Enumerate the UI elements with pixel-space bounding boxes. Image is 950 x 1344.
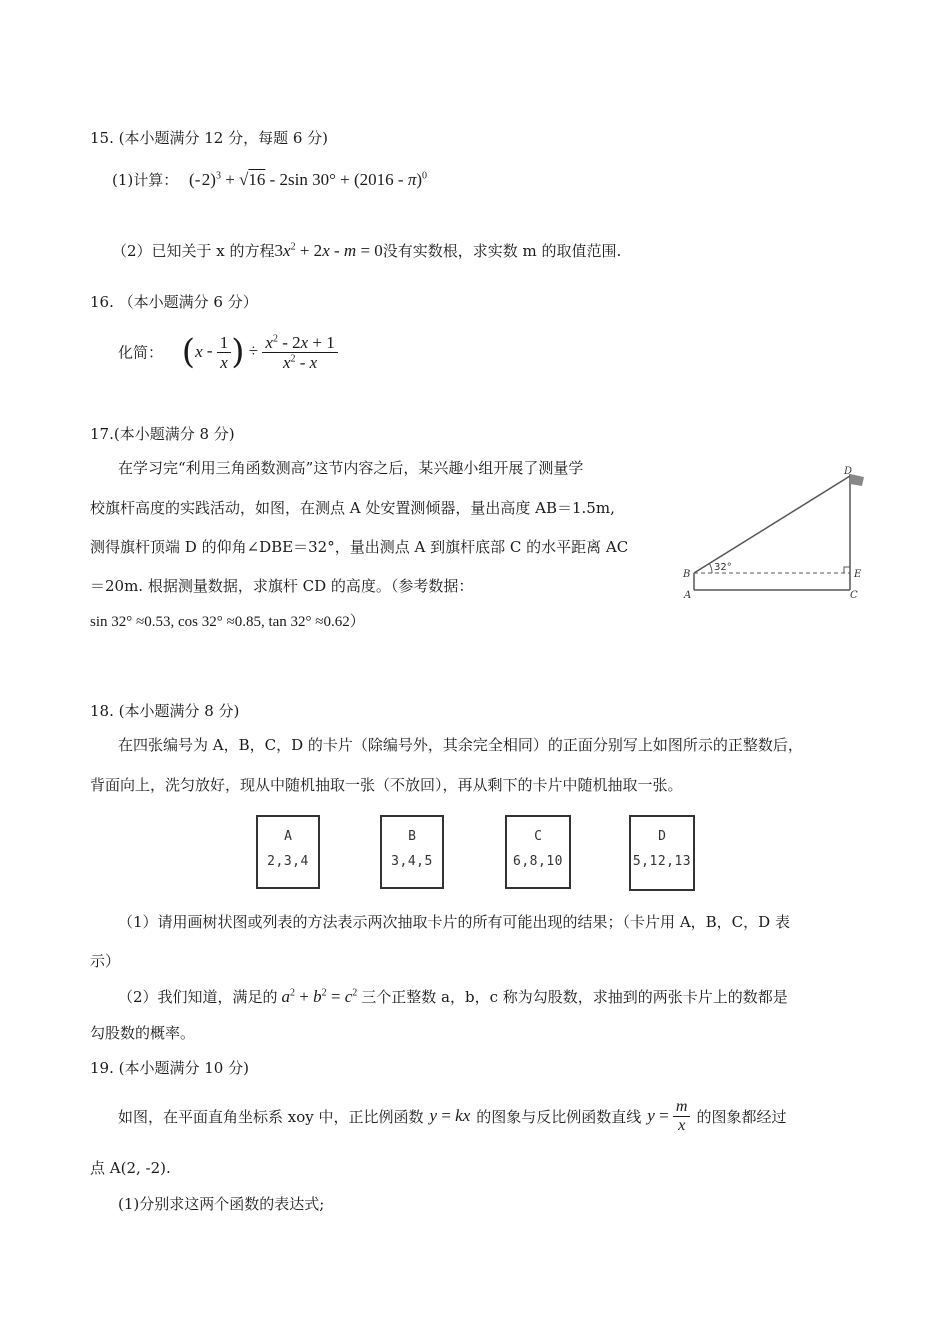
angle-label: 32° <box>714 562 732 573</box>
q19-part1: (1)分别求这两个函数的表达式; <box>118 1195 325 1213</box>
card-c-values: 6,8,10 <box>513 854 563 869</box>
q18-intro-2: 背面向上，洗匀放好，现从中随机抽取一张（不放回），再从剩下的卡片中随机抽取一张。 <box>90 776 683 794</box>
q19-intro <box>118 1098 786 1135</box>
q15-part1-expression: (- 2)$^3$ + √16 - 2sin 30° + (2016 - π)$^0$ <box>189 170 428 189</box>
q18-intro-1: 在四张编号为 A，B，C，D 的卡片（除编号外，其余完全相同）的正面分别写上如图所示的正整数后， <box>118 736 803 754</box>
q18-part2-line-2: 勾股数的概率。 <box>90 1024 196 1042</box>
q15-header: 15. (本小题满分 12 分，每题 6 分) <box>90 129 329 147</box>
card-b <box>380 815 444 889</box>
label-d: D <box>844 466 853 477</box>
q18-part1-line-1: （1）请用画树状图或列表的方法表示两次抽取卡片的所有可能出现的结果；（卡片用 A，B，C，D 表 <box>118 913 790 931</box>
card-a-values: 2,3,4 <box>267 854 309 869</box>
card-d-values: 5,12,13 <box>632 854 692 869</box>
q18-part2-suffix: 三个正整数 a，b，c 称为勾股数，求抽到的两张卡片上的数都是 <box>361 988 788 1006</box>
card-c <box>505 815 571 889</box>
label-b: B <box>683 569 691 580</box>
q16-label: 化简： <box>118 343 164 362</box>
q15-part1 <box>112 170 427 190</box>
label-a: A <box>684 590 692 600</box>
q18-part2-prefix: （2）我们知道，满足的 <box>118 988 278 1006</box>
q17-line-3: 测得旗杆顶端 D 的仰角∠DBE＝32°，量出测点 A 到旗杆底部 C 的水平距离 AC <box>90 538 629 556</box>
q17-line-4: ＝20m. 根据测量数据，求旗杆 CD 的高度。（参考数据： <box>90 577 474 595</box>
q16-expression: (x - $\frac{1}{x}$ ) ÷ $\frac{x^2 - 2x + 1}{x^2 - x}$ <box>182 341 338 360</box>
label-c: C <box>850 590 858 600</box>
inverse-proportion-function: y = $\frac{m}{x}$ <box>647 1105 690 1124</box>
q19-header: 19. (本小题满分 10 分) <box>90 1059 249 1077</box>
card-d-label: D <box>658 829 666 844</box>
sight-line-bd <box>694 476 850 573</box>
q16-header: 16. （本小题满分 6 分） <box>90 293 258 311</box>
q19-intro-b: 的图象都经过 <box>696 1107 787 1126</box>
q18-header: 18. (本小题满分 8 分) <box>90 702 240 720</box>
card-b-label: B <box>408 829 416 844</box>
q15-part2-prefix: （2）已知关于 x 的方程 <box>112 242 275 260</box>
q19-intro-mid: 的图象与反比例函数直线 <box>476 1107 642 1126</box>
right-angle-mark <box>844 567 850 573</box>
card-b-values: 3,4,5 <box>391 854 433 869</box>
q15-part2 <box>112 241 621 261</box>
q15-equation: $3x^2 + 2x - m = 0$ <box>274 241 383 260</box>
direct-proportion-function: y = kx <box>429 1106 471 1126</box>
q17-line-2: 校旗杆高度的实践活动，如图，在测点 A 处安置测倾器，量出高度 AB＝1.5m, <box>90 499 615 517</box>
card-d <box>629 815 695 891</box>
q17-header: 17.(本小题满分 8 分) <box>90 425 235 443</box>
card-a <box>256 815 320 889</box>
q17-line-1: 在学习完“利用三角函数测高”这节内容之后，某兴趣小组开展了测量学 <box>118 459 584 477</box>
q15-part2-suffix: 没有实数根，求实数 m 的取值范围. <box>382 242 622 260</box>
q17-flagpole-figure <box>678 460 870 600</box>
label-e: E <box>854 569 862 580</box>
q15-part1-label: (1)计算： <box>112 171 179 189</box>
card-a-label: A <box>284 829 292 844</box>
flag-icon <box>850 474 864 486</box>
q19-point-a: 点 A(2, -2). <box>90 1159 171 1177</box>
angle-arc <box>709 563 712 573</box>
q16-problem <box>118 332 338 372</box>
q19-intro-a: 如图，在平面直角坐标系 xoy 中，正比例函数 <box>118 1107 424 1126</box>
card-c-label: C <box>534 829 542 844</box>
q18-part1-line-2: 示） <box>90 952 121 970</box>
q17-reference-data: sin 32° ≈0.53, cos 32° ≈0.85, tan 32° ≈0.62） <box>90 614 365 630</box>
pythagorean-equation: $a^2 + b^2 = c^2$ <box>281 987 358 1006</box>
q18-part2-line-1 <box>118 987 788 1007</box>
